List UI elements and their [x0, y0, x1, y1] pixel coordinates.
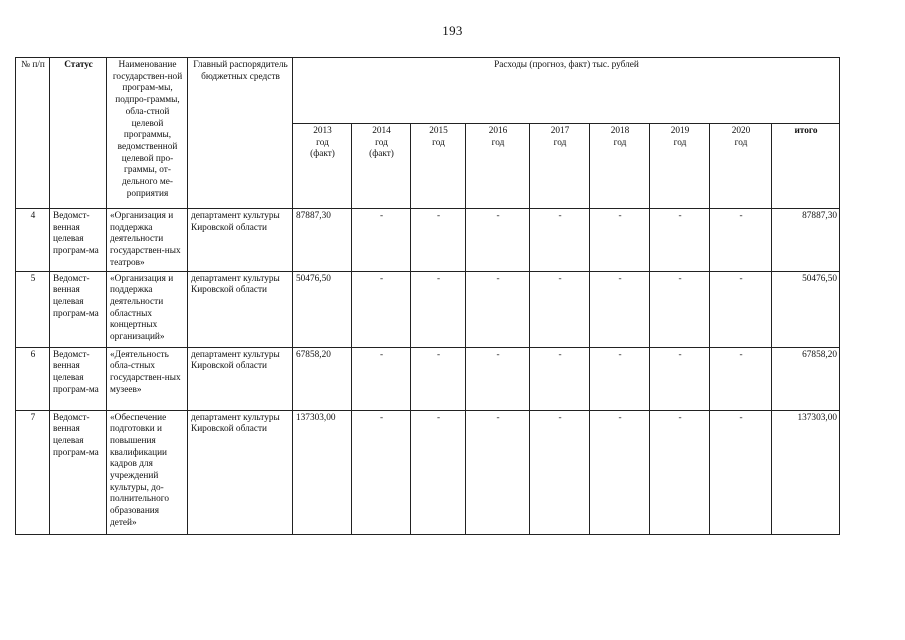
row-total: 67858,20 [772, 347, 840, 410]
budget-table [15, 57, 840, 535]
row-value-2014: - [352, 271, 411, 347]
row-status: Ведомст-венная целевая програм-ма [50, 347, 107, 410]
year-unit: год [553, 137, 567, 148]
year-label: 2019 [670, 126, 690, 136]
row-value-2017: - [530, 347, 590, 410]
row-value-2019: - [650, 209, 710, 272]
row-value-2018: - [590, 347, 650, 410]
year-label: 2020 [731, 126, 751, 136]
header-year-2014 [352, 124, 411, 209]
header-name: Наименование государствен-ной програм-мы, подпро-граммы, обла-стной целевой программы, ведомственной целевой про-граммы, от-дельного ме-роприятия [107, 58, 188, 209]
row-status: Ведомст-венная целевая програм-ма [50, 410, 107, 534]
row-name: «Организация и поддержка деятельности областных концертных организаций» [107, 271, 188, 347]
year-unit: год [375, 137, 388, 148]
row-value-2017: - [530, 209, 590, 272]
header-total: итого [772, 124, 840, 209]
row-num: 4 [16, 209, 50, 272]
row-name: «Деятельность обла-стных государствен-ных музеев» [107, 347, 188, 410]
row-distributor: департамент культуры Кировской области [188, 347, 293, 410]
year-unit: год [432, 137, 445, 148]
row-value-2016: - [466, 410, 530, 534]
row-distributor: департамент культуры Кировской области [188, 209, 293, 272]
row-distributor: департамент культуры Кировской области [188, 410, 293, 534]
year-label: 2017 [550, 126, 570, 136]
row-num: 5 [16, 271, 50, 347]
row-value-2016: - [466, 347, 530, 410]
page-number: 193 [442, 23, 463, 38]
row-value-2015: - [411, 347, 466, 410]
header-distributor: Главный распорядитель бюджетных средств [188, 58, 293, 209]
row-value-2016: - [466, 209, 530, 272]
year-fact: (факт) [369, 149, 394, 160]
row-value-2016: - [466, 271, 530, 347]
row-name: «Обеспечение подготовки и повышения квалификации кадров для учреждений культуры, до-полнительного образования детей» [107, 410, 188, 534]
year-label: 2013 [313, 126, 332, 136]
row-value-2014: - [352, 209, 411, 272]
row-value-2014: - [352, 410, 411, 534]
year-label: 2018 [610, 126, 630, 136]
year-unit: год [316, 137, 329, 148]
row-total: 87887,30 [772, 209, 840, 272]
row-value-2014: - [352, 347, 411, 410]
year-fact: (факт) [310, 149, 335, 160]
header-year-2017 [530, 124, 590, 209]
header-year-2015 [411, 124, 466, 209]
row-value-2019: - [650, 271, 710, 347]
header-year-2019 [650, 124, 710, 209]
header-year-2020 [710, 124, 772, 209]
header-year-2016 [466, 124, 530, 209]
header-expenses: Расходы (прогноз, факт) тыс. рублей [293, 58, 840, 124]
row-total: 50476,50 [772, 271, 840, 347]
row-value-2020: - [710, 271, 772, 347]
row-value-2013: 87887,30 [293, 209, 352, 272]
table-row [16, 209, 840, 272]
row-distributor: департамент культуры Кировской области [188, 271, 293, 347]
row-value-2015: - [411, 410, 466, 534]
year-unit: год [491, 137, 505, 148]
year-label: 2014 [372, 126, 391, 136]
header-num: № п/п [16, 58, 50, 209]
row-value-2013: 67858,20 [293, 347, 352, 410]
row-value-2018: - [590, 209, 650, 272]
header-row-top [16, 58, 840, 124]
row-value-2018: - [590, 271, 650, 347]
table-row [16, 410, 840, 534]
year-unit: год [613, 137, 627, 148]
header-year-2013 [293, 124, 352, 209]
table-row [16, 271, 840, 347]
row-value-2020: - [710, 410, 772, 534]
row-value-2015: - [411, 271, 466, 347]
row-value-2020: - [710, 347, 772, 410]
header-year-2018 [590, 124, 650, 209]
header-status: Статус [50, 58, 107, 209]
year-unit: год [734, 137, 748, 148]
row-value-2019: - [650, 410, 710, 534]
row-value-2020: - [710, 209, 772, 272]
row-value-2015: - [411, 209, 466, 272]
row-status: Ведомст-венная целевая програм-ма [50, 209, 107, 272]
row-value-2017: - [530, 271, 590, 347]
year-label: 2015 [429, 126, 448, 136]
row-value-2017: - [530, 410, 590, 534]
row-status: Ведомст-венная целевая програм-ма [50, 271, 107, 347]
row-num: 6 [16, 347, 50, 410]
row-name: «Организация и поддержка деятельности государствен-ных театров» [107, 209, 188, 272]
row-value-2018: - [590, 410, 650, 534]
row-value-2013: 137303,00 [293, 410, 352, 534]
table-row [16, 347, 840, 410]
year-label: 2016 [488, 126, 508, 136]
row-value-2013: 50476,50 [293, 271, 352, 347]
row-num: 7 [16, 410, 50, 534]
year-unit: год [673, 137, 687, 148]
row-value-2019: - [650, 347, 710, 410]
row-total: 137303,00 [772, 410, 840, 534]
